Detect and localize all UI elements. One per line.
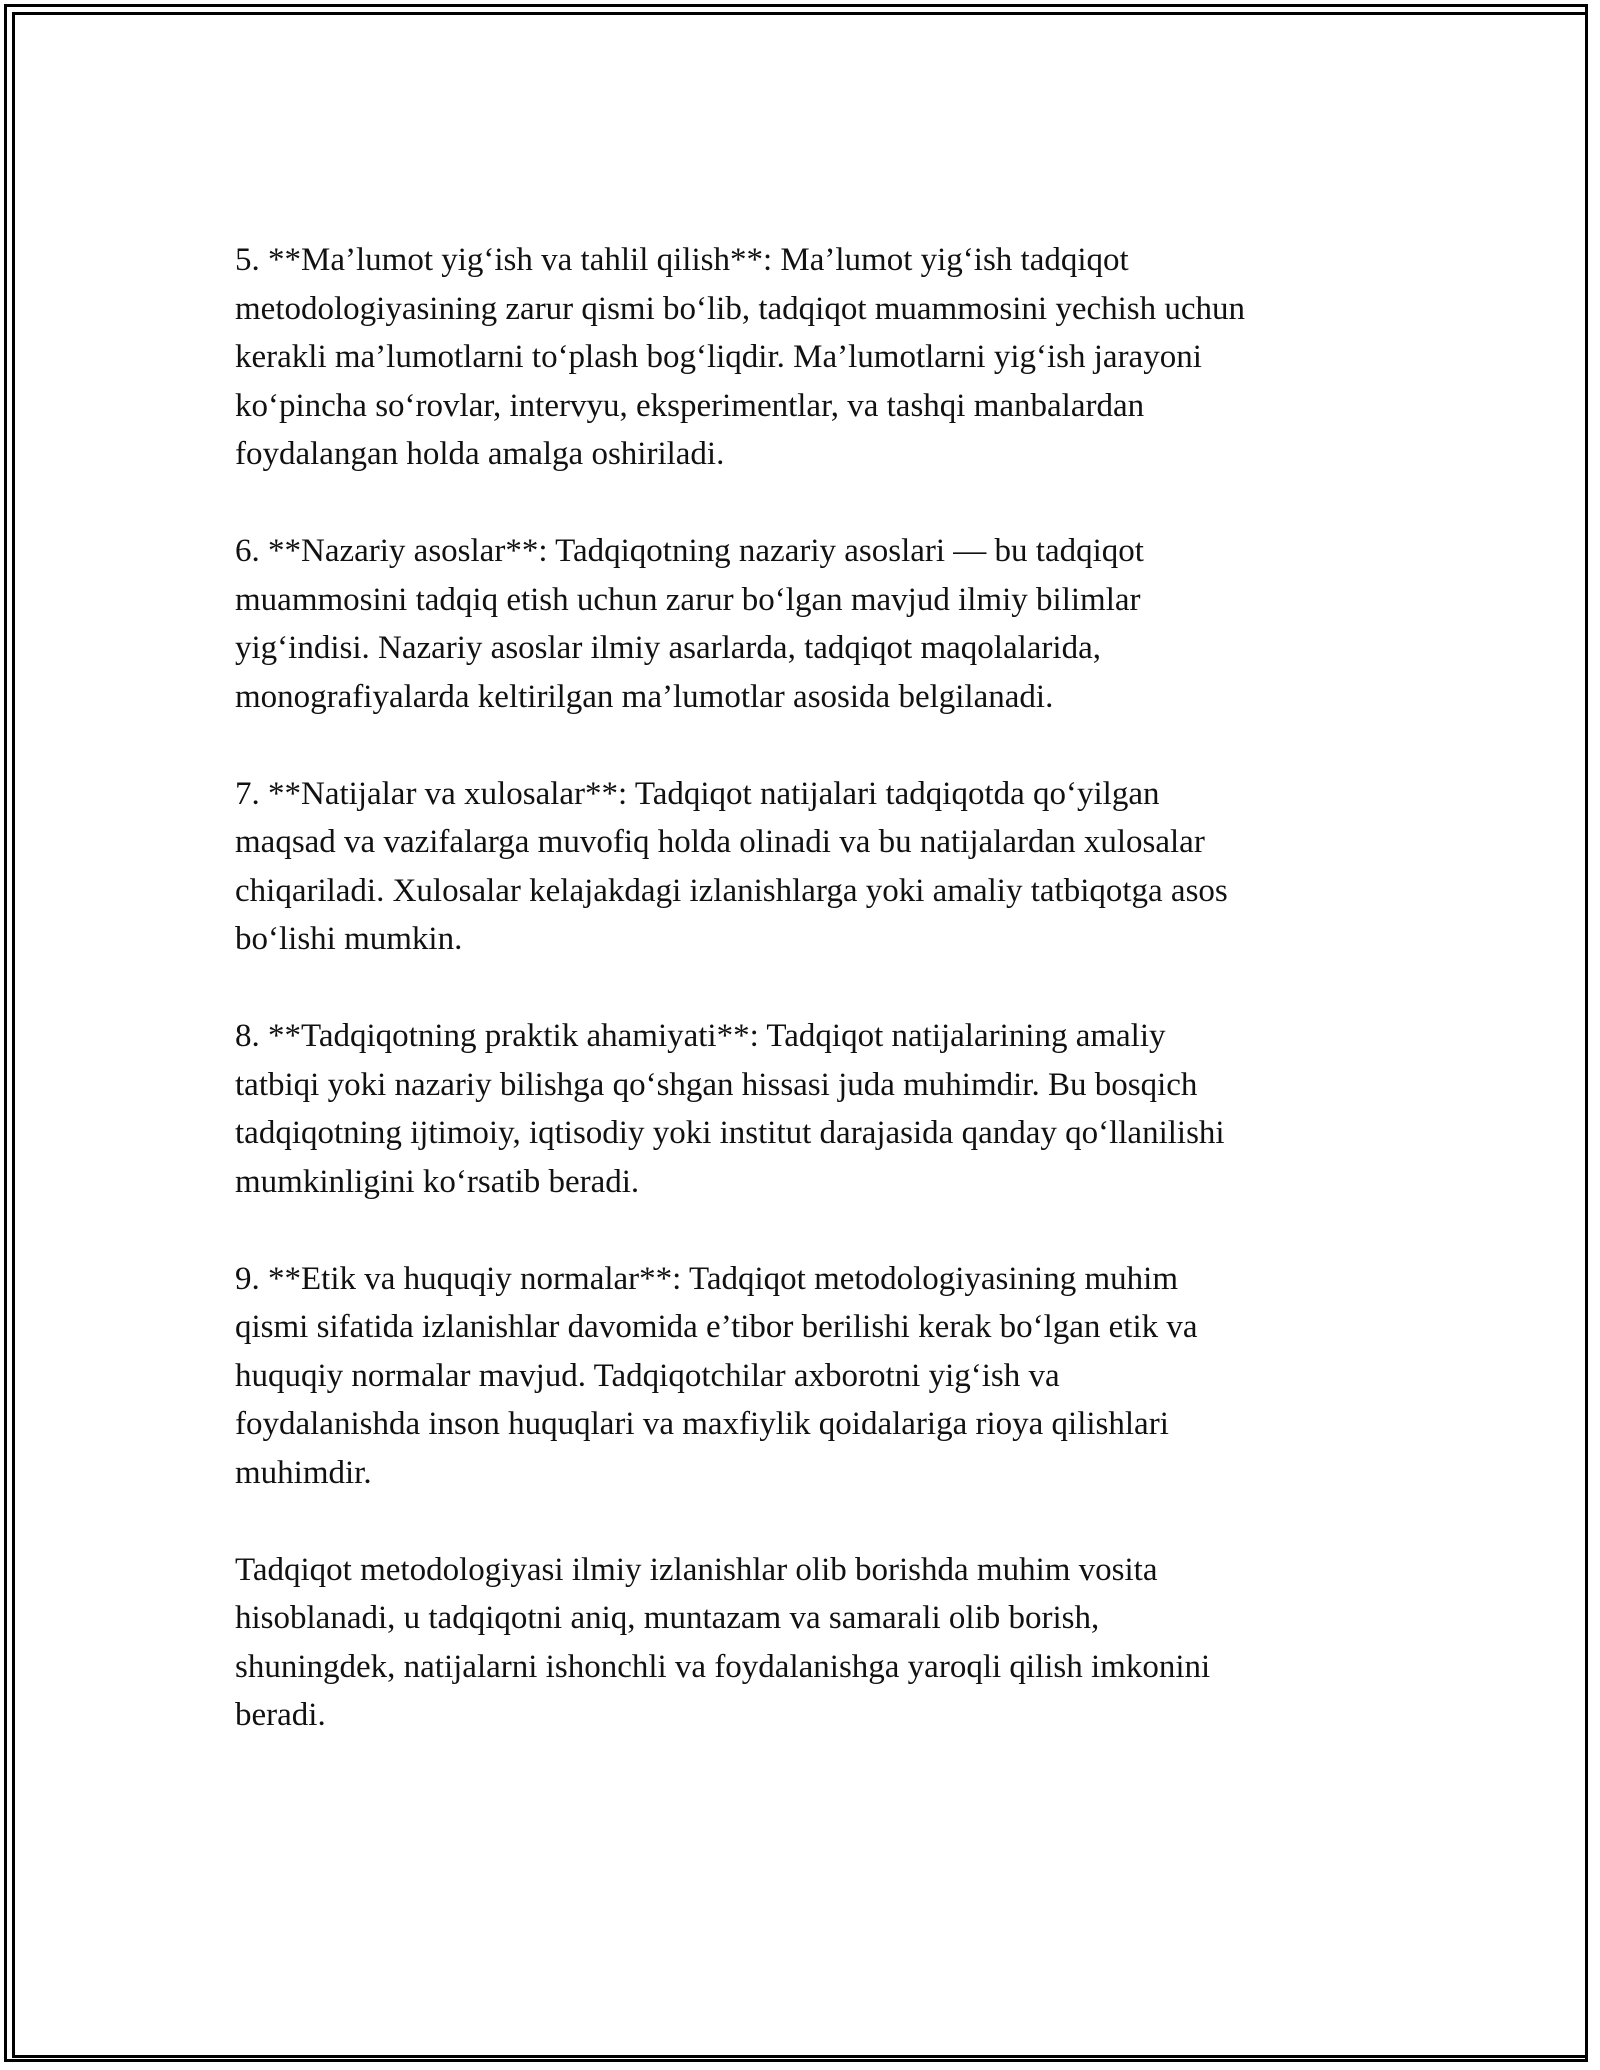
paragraph-results-conclusions: 7. **Natijalar va xulosalar**: Tadqiqot natijalari tadqiqotda qo‘yilgan maqsad va vazifalarga muvofiq holda olinadi va bu natijalardan xulosalar chiqariladi. Xulosalar kelajakdagi izlanishlarga yoki amaliy tatbiqotga asos bo‘lishi mumkin. (235, 775, 1228, 957)
paragraph-ethical-legal-norms: 9. **Etik va huquqiy normalar**: Tadqiqot metodologiyasining muhim qismi sifatida izlanishlar davomida e’tibor berilishi kerak bo‘lgan etik va huquqiy normalar mavjud. Tadqiqotchilar axborotni yig‘ish va foydalanishda inson huquqlari va maxfiylik qoidalariga rioya qilishlari muhimdir. (235, 1260, 1198, 1491)
paragraph-practical-significance: 8. **Tadqiqotning praktik ahamiyati**: Tadqiqot natijalarining amaliy tatbiqi yoki nazariy bilishga qo‘shgan hissasi juda muhimdir. Bu bosqich tadqiqotning ijtimoiy, iqtisodiy yoki institut darajasida qanday qo‘llanilishi mumkinligini ko‘rsatib beradi. (235, 1018, 1225, 1200)
paragraph-theoretical-foundations: 6. **Nazariy asoslar**: Tadqiqotning nazariy asoslari — bu tadqiqot muammosini tadqiq etish uchun zarur bo‘lgan mavjud ilmiy bilimlar yig‘indisi. Nazariy asoslar ilmiy asarlarda, tadqiqot maqolalarida, monografiyalarda keltirilgan ma’lumotlar asosida belgilanadi. (235, 533, 1144, 715)
paragraph-conclusion: Tadqiqot metodologiyasi ilmiy izlanishlar olib borishda muhim vosita hisoblanadi, u tadqiqotni aniq, muntazam va samarali olib borish, shuningdek, natijalarni ishonchli va foydalanishga yaroqli qilish imkonini beradi. (235, 1551, 1211, 1733)
document-body (235, 236, 1385, 1788)
paragraph-data-collection: 5. **Ma’lumot yig‘ish va tahlil qilish**: Ma’lumot yig‘ish tadqiqot metodologiyasining zarur qismi bo‘lib, tadqiqot muammosini yechish uchun kerakli ma’lumotlarni to‘plash bog‘liqdir. Ma’lumotlarni yig‘ish jarayoni ko‘pincha so‘rovlar, intervyu, eksperimentlar, va tashqi manbalardan foydalangan holda amalga oshiriladi. (235, 242, 1246, 472)
